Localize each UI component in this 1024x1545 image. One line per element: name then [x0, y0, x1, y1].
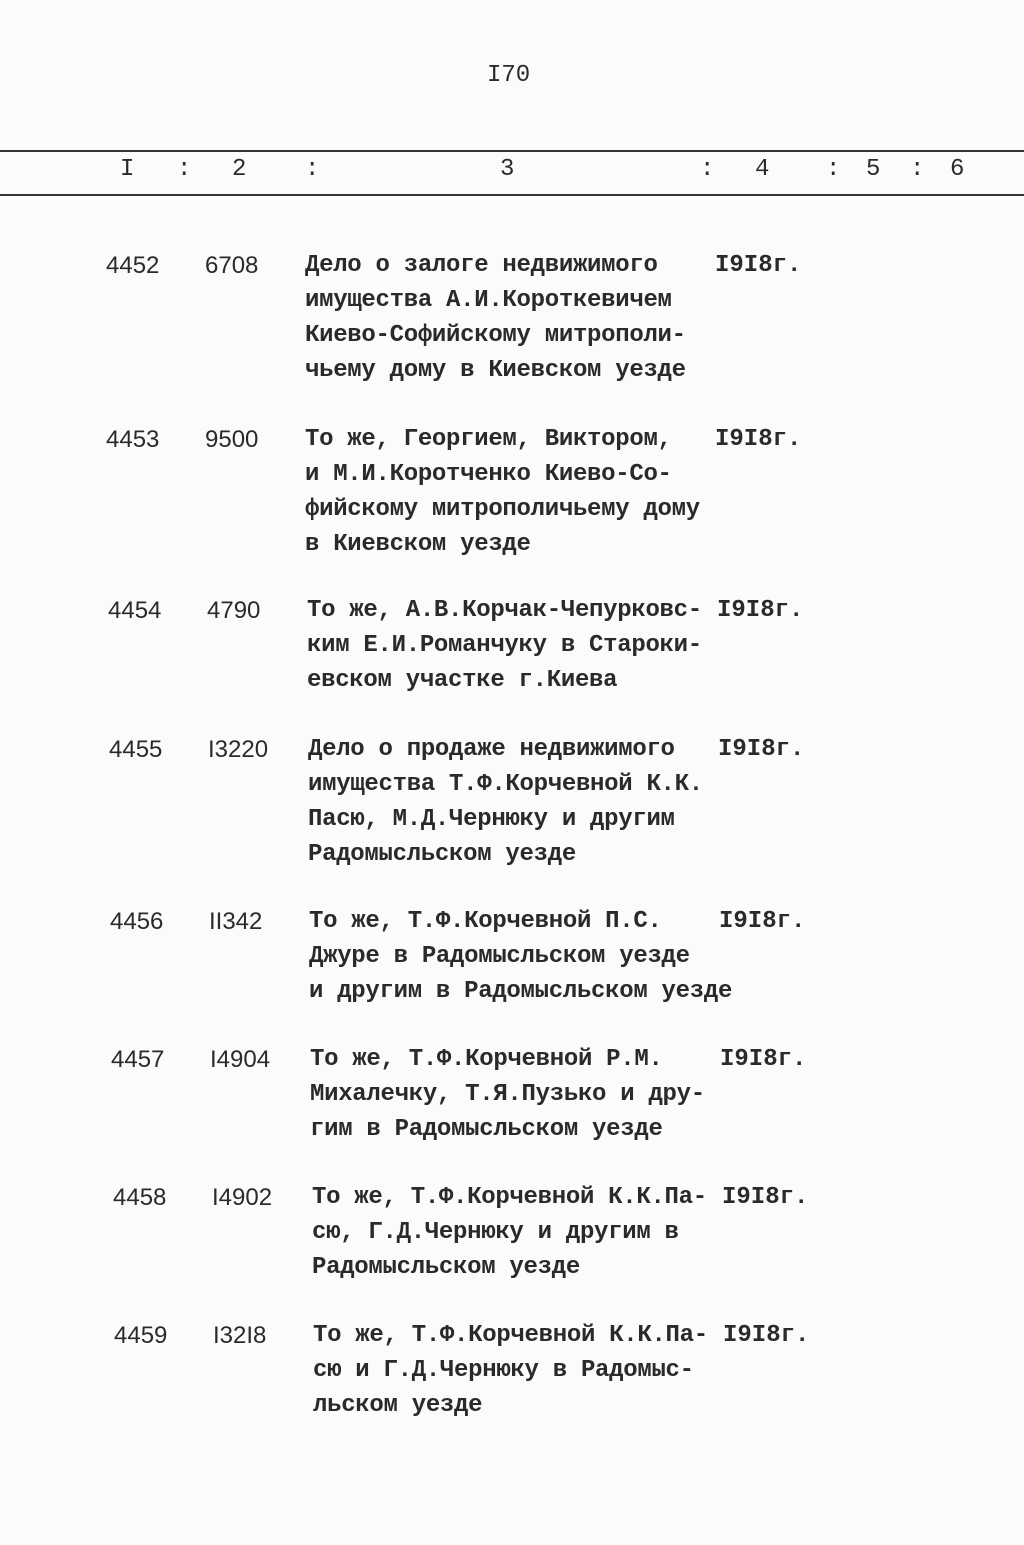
entry-number: 4457	[111, 1046, 165, 1073]
description-line: Радомысльском уезде	[312, 1254, 580, 1281]
page-number: I70	[487, 62, 531, 89]
description-line: чьему дому в Киевском уезде	[305, 357, 686, 384]
description-line: и другим в Радомысльском уезде	[309, 978, 733, 1005]
description-line: Дело о залоге недвижимого	[305, 252, 658, 279]
entry-number: 4458	[113, 1184, 167, 1211]
entry-description	[305, 422, 700, 562]
column-header-6: 6	[950, 156, 965, 183]
column-header-3: 3	[500, 156, 515, 183]
entry-code: 6708	[205, 252, 259, 279]
entry-year: I9I8г.	[723, 1322, 810, 1349]
entry-number: 4455	[109, 736, 163, 763]
entry-code: I4902	[212, 1184, 273, 1211]
description-line: Пасю, М.Д.Чернюку и другим	[308, 806, 675, 833]
description-line: гим в Радомысльском уезде	[310, 1116, 663, 1143]
entry-description	[308, 732, 703, 872]
description-line: То же, Т.Ф.Корчевной К.К.Па-	[313, 1322, 708, 1349]
entry-description	[305, 248, 686, 388]
entry-year: I9I8г.	[715, 252, 802, 279]
column-separator: :	[305, 156, 320, 183]
entry-number: 4454	[108, 597, 162, 624]
entry-code: I4904	[210, 1046, 271, 1073]
description-line: евском участке г.Киева	[307, 667, 618, 694]
entry-number: 4459	[114, 1322, 168, 1349]
description-line: имущества Т.Ф.Корчевной К.К.	[308, 771, 703, 798]
column-header-4: 4	[755, 156, 770, 183]
column-header-1: I	[120, 156, 135, 183]
description-line: То же, Т.Ф.Корчевной П.С.	[309, 908, 662, 935]
column-separator: :	[177, 156, 192, 183]
description-line: имущества А.И.Короткевичем	[305, 287, 672, 314]
description-line: Дело о продаже недвижимого	[308, 736, 675, 763]
description-line: Радомысльском уезде	[308, 841, 576, 868]
description-line: и М.И.Коротченко Киево-Со-	[305, 461, 672, 488]
description-line: в Киевском уезде	[305, 531, 531, 558]
column-separator: :	[910, 156, 925, 183]
entry-description	[313, 1318, 708, 1423]
entry-number: 4453	[106, 426, 160, 453]
entry-description	[307, 593, 702, 698]
column-header-2: 2	[232, 156, 247, 183]
entry-year: I9I8г.	[719, 908, 806, 935]
entry-year: I9I8г.	[722, 1184, 809, 1211]
description-line: То же, Георгием, Виктором,	[305, 426, 672, 453]
entry-description	[309, 904, 732, 1009]
description-line: Киево-Софийскому митрополи-	[305, 322, 686, 349]
entry-year: I9I8г.	[715, 426, 802, 453]
entry-description	[310, 1042, 705, 1147]
entry-code: 9500	[205, 426, 259, 453]
description-line: Михалечку, Т.Я.Пузько и дру-	[310, 1081, 705, 1108]
entry-number: 4456	[110, 908, 164, 935]
entry-code: I32I8	[213, 1322, 267, 1349]
entry-number: 4452	[106, 252, 160, 279]
column-separator: :	[826, 156, 841, 183]
header-bottom-rule	[0, 194, 1024, 196]
description-line: сю и Г.Д.Чернюку в Радомыс-	[313, 1357, 694, 1384]
entry-code: I3220	[208, 736, 269, 763]
entry-code: II342	[209, 908, 263, 935]
entry-description	[312, 1180, 707, 1285]
header-top-rule	[0, 150, 1024, 152]
entry-year: I9I8г.	[718, 736, 805, 763]
description-line: ким Е.И.Романчуку в Староки-	[307, 632, 702, 659]
column-separator: :	[700, 156, 715, 183]
description-line: То же, Т.Ф.Корчевной Р.М.	[310, 1046, 663, 1073]
description-line: льском уезде	[313, 1392, 483, 1419]
entry-year: I9I8г.	[717, 597, 804, 624]
description-line: То же, А.В.Корчак-Чепурковс-	[307, 597, 702, 624]
column-header-5: 5	[866, 156, 881, 183]
description-line: фийскому митрополичьему дому	[305, 496, 700, 523]
description-line: Джуре в Радомысльском уезде	[309, 943, 690, 970]
entry-year: I9I8г.	[720, 1046, 807, 1073]
description-line: То же, Т.Ф.Корчевной К.К.Па-	[312, 1184, 707, 1211]
entry-code: 4790	[207, 597, 261, 624]
description-line: сю, Г.Д.Чернюку и другим в	[312, 1219, 679, 1246]
